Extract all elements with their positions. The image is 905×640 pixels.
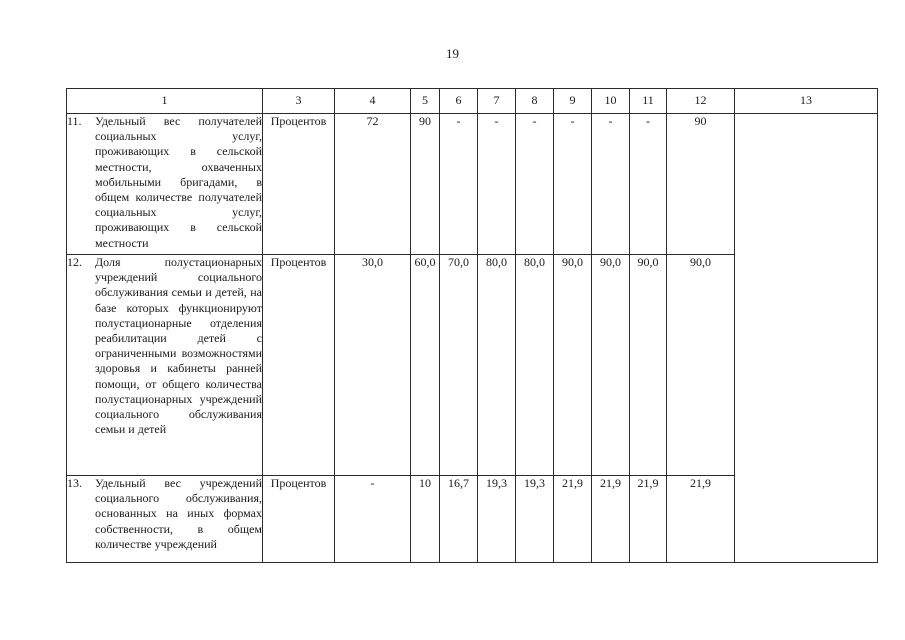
value-cell: 70,0 <box>440 255 478 476</box>
value-cell: 19,3 <box>478 476 516 563</box>
header-cell: 13 <box>735 89 878 114</box>
header-cell: 12 <box>667 89 735 114</box>
value-cell: 90,0 <box>630 255 667 476</box>
note-cell <box>735 114 878 563</box>
unit-cell: Процентов <box>263 114 335 255</box>
value-cell: 90,0 <box>667 255 735 476</box>
header-cell: 9 <box>554 89 592 114</box>
value-cell: 19,3 <box>516 476 554 563</box>
header-cell: 1 <box>67 89 263 114</box>
value-cell: - <box>592 114 630 255</box>
value-cell: 80,0 <box>478 255 516 476</box>
value-cell: - <box>554 114 592 255</box>
unit-cell: Процентов <box>263 255 335 476</box>
value-cell: 90 <box>411 114 440 255</box>
value-cell: 21,9 <box>554 476 592 563</box>
table-header-row <box>67 89 878 114</box>
indicator-cell <box>67 255 263 476</box>
header-cell: 11 <box>630 89 667 114</box>
value-cell: - <box>440 114 478 255</box>
value-cell: 72 <box>335 114 411 255</box>
value-cell: 21,9 <box>667 476 735 563</box>
value-cell: 80,0 <box>516 255 554 476</box>
value-cell: 90,0 <box>554 255 592 476</box>
indicator-cell <box>67 114 263 255</box>
value-cell: 10 <box>411 476 440 563</box>
row-index: 12. <box>67 255 82 269</box>
header-cell: 6 <box>440 89 478 114</box>
indicator-description: Доля полустационарных учреждений социального обслуживания семьи и детей, на базе которых функционируют полустационарные отделения реабилитации детей с ограниченными возможностями здоровья и кабинеты ранней помощи, от общего количества полустационарных учреждений социального обслуживания семьи и детей <box>95 255 262 437</box>
header-cell: 8 <box>516 89 554 114</box>
table-row <box>67 114 878 255</box>
header-cell: 3 <box>263 89 335 114</box>
value-cell: - <box>478 114 516 255</box>
value-cell: - <box>630 114 667 255</box>
value-cell: 21,9 <box>630 476 667 563</box>
value-cell: 30,0 <box>335 255 411 476</box>
header-cell: 5 <box>411 89 440 114</box>
value-cell: - <box>335 476 411 563</box>
value-cell: 60,0 <box>411 255 440 476</box>
value-cell: 16,7 <box>440 476 478 563</box>
indicators-table <box>66 88 878 563</box>
indicator-description: Удельный вес получателей социальных услуг, проживающих в сельской местности, охваченных мобильными бригадами, в общем количестве получателей социальных услуг, проживающих в сельской местности <box>95 114 262 250</box>
value-cell: 90 <box>667 114 735 255</box>
value-cell: 21,9 <box>592 476 630 563</box>
indicator-cell <box>67 476 263 563</box>
unit-cell: Процентов <box>263 476 335 563</box>
row-index: 11. <box>67 114 82 128</box>
page-number: 19 <box>446 46 459 61</box>
header-cell: 4 <box>335 89 411 114</box>
indicator-description: Удельный вес учреждений социального обслуживания, основанных на иных формах собственности, в общем количестве учреждений <box>95 476 262 551</box>
header-cell: 10 <box>592 89 630 114</box>
header-cell: 7 <box>478 89 516 114</box>
value-cell: - <box>516 114 554 255</box>
value-cell: 90,0 <box>592 255 630 476</box>
row-index: 13. <box>67 476 82 490</box>
